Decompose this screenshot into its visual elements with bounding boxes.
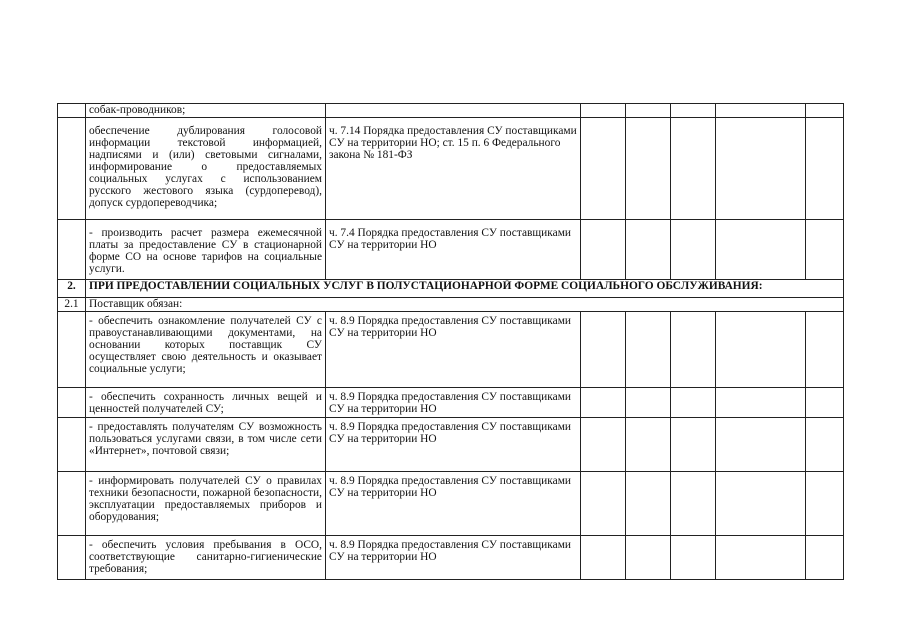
blank-cell: [716, 118, 806, 220]
subsection-number: 2.1: [58, 298, 86, 312]
requirement-cell: - обеспечить условия пребывания в ОСО, соответствующие санитарно-гигиенические требования;: [86, 536, 326, 580]
blank-cell: [716, 418, 806, 472]
blank-cell: [671, 312, 716, 388]
legal-basis-cell: ч. 8.9 Порядка предоставления СУ поставщиками СУ на территории НО: [326, 418, 581, 472]
blank-cell: [806, 472, 844, 536]
blank-cell: [581, 104, 626, 118]
blank-cell: [806, 536, 844, 580]
blank-cell: [716, 104, 806, 118]
blank-cell: [716, 312, 806, 388]
blank-cell: [581, 118, 626, 220]
blank-cell: [716, 472, 806, 536]
requirements-table: [57, 103, 844, 580]
subsection-title: Поставщик обязан:: [86, 298, 844, 312]
row-number-cell: [58, 312, 86, 388]
blank-cell: [581, 536, 626, 580]
document-page: [57, 103, 844, 580]
blank-cell: [806, 312, 844, 388]
table-row: [58, 104, 844, 118]
requirement-cell: собак-проводников;: [86, 104, 326, 118]
blank-cell: [806, 220, 844, 280]
legal-basis-cell: [326, 104, 581, 118]
requirement-cell: - производить расчет размера ежемесячной платы за предоставление СУ в стационарной форме СО на основе тарифов на социальные услуги.: [86, 220, 326, 280]
requirement-cell: обеспечение дублирования голосовой информации текстовой информацией, надписями и (или) световыми сигналами, информирование о предоставляемых социальных услугах с использованием русского жестового языка (сурдоперевод), допуск сурдопереводчика;: [86, 118, 326, 220]
row-number-cell: [58, 418, 86, 472]
blank-cell: [626, 118, 671, 220]
table-row: [58, 388, 844, 418]
blank-cell: [671, 220, 716, 280]
blank-cell: [581, 312, 626, 388]
section-header-row: [58, 280, 844, 298]
blank-cell: [626, 388, 671, 418]
blank-cell: [806, 104, 844, 118]
blank-cell: [806, 118, 844, 220]
legal-basis-cell: ч. 7.14 Порядка предоставления СУ поставщиками СУ на территории НО; ст. 15 п. 6 Федерального закона № 181-ФЗ: [326, 118, 581, 220]
row-number-cell: [58, 104, 86, 118]
row-number-cell: [58, 388, 86, 418]
blank-cell: [626, 312, 671, 388]
table-row: [58, 418, 844, 472]
legal-basis-cell: ч. 7.4 Порядка предоставления СУ поставщиками СУ на территории НО: [326, 220, 581, 280]
legal-basis-cell: ч. 8.9 Порядка предоставления СУ поставщиками СУ на территории НО: [326, 312, 581, 388]
row-number-cell: [58, 472, 86, 536]
requirement-cell: - обеспечить ознакомление получателей СУ с правоустанавливающими документами, на основании которых поставщик СУ осуществляет свою деятельность и оказывает социальные услуги;: [86, 312, 326, 388]
blank-cell: [806, 388, 844, 418]
legal-basis-cell: ч. 8.9 Порядка предоставления СУ поставщиками СУ на территории НО: [326, 388, 581, 418]
blank-cell: [671, 118, 716, 220]
table-row: [58, 118, 844, 220]
blank-cell: [581, 220, 626, 280]
blank-cell: [716, 536, 806, 580]
blank-cell: [626, 472, 671, 536]
requirement-cell: - информировать получателей СУ о правилах техники безопасности, пожарной безопасности, эксплуатации предоставляемых приборов и оборудования;: [86, 472, 326, 536]
blank-cell: [581, 388, 626, 418]
blank-cell: [671, 472, 716, 536]
blank-cell: [626, 536, 671, 580]
subsection-row: [58, 298, 844, 312]
blank-cell: [671, 418, 716, 472]
blank-cell: [806, 418, 844, 472]
blank-cell: [716, 220, 806, 280]
blank-cell: [626, 418, 671, 472]
section-number: 2.: [58, 280, 86, 298]
table-row: [58, 472, 844, 536]
blank-cell: [671, 388, 716, 418]
row-number-cell: [58, 536, 86, 580]
section-title: ПРИ ПРЕДОСТАВЛЕНИИ СОЦИАЛЬНЫХ УСЛУГ В ПОЛУСТАЦИОНАРНОЙ ФОРМЕ СОЦИАЛЬНОГО ОБСЛУЖИВАНИЯ:: [86, 280, 844, 298]
blank-cell: [581, 472, 626, 536]
blank-cell: [626, 104, 671, 118]
blank-cell: [626, 220, 671, 280]
table-row: [58, 312, 844, 388]
row-number-cell: [58, 220, 86, 280]
legal-basis-cell: ч. 8.9 Порядка предоставления СУ поставщиками СУ на территории НО: [326, 536, 581, 580]
legal-basis-cell: ч. 8.9 Порядка предоставления СУ поставщиками СУ на территории НО: [326, 472, 581, 536]
row-number-cell: [58, 118, 86, 220]
blank-cell: [716, 388, 806, 418]
requirement-cell: - обеспечить сохранность личных вещей и ценностей получателей СУ;: [86, 388, 326, 418]
table-row: [58, 220, 844, 280]
blank-cell: [581, 418, 626, 472]
table-row: [58, 536, 844, 580]
requirement-cell: - предоставлять получателям СУ возможность пользоваться услугами связи, в том числе сети «Интернет», почтовой связи;: [86, 418, 326, 472]
blank-cell: [671, 536, 716, 580]
blank-cell: [671, 104, 716, 118]
